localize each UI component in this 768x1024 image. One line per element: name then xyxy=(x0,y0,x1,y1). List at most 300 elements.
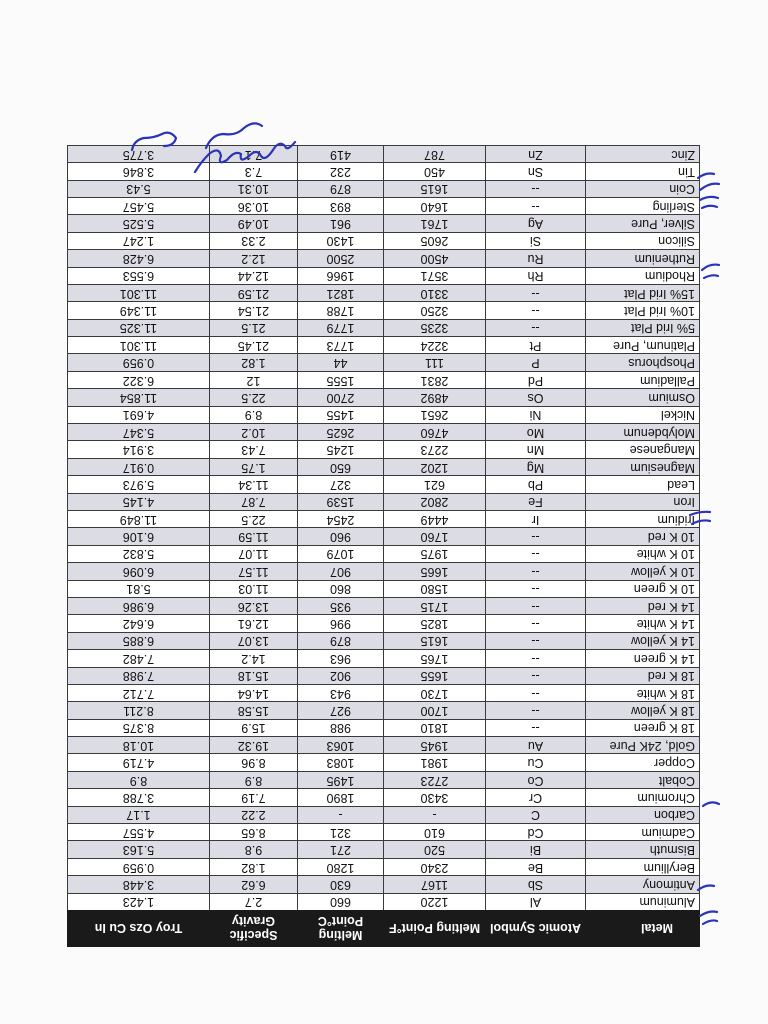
cell-melting-c: 1788 xyxy=(298,302,384,319)
cell-metal: 5% Irid Plat xyxy=(586,319,700,336)
cell-metal: Magnesium xyxy=(586,458,700,475)
cell-atomic-symbol: -- xyxy=(486,632,586,649)
header-specific-gravity: Specific Gravity xyxy=(210,911,298,947)
cell-atomic-symbol: -- xyxy=(486,284,586,301)
cell-atomic-symbol: Cu xyxy=(486,754,586,771)
cell-metal: 18 K red xyxy=(586,667,700,684)
cell-melting-c: 2500 xyxy=(298,250,384,267)
cell-atomic-symbol: Sb xyxy=(486,876,586,893)
cell-metal: Coin xyxy=(586,180,700,197)
cell-troy-ozs: 11.301 xyxy=(68,337,210,354)
cell-melting-f: 2831 xyxy=(384,371,486,388)
cell-melting-c: 44 xyxy=(298,354,384,371)
cell-troy-ozs: 5.163 xyxy=(68,841,210,858)
cell-specific-gravity: 1.75 xyxy=(210,458,298,475)
cell-atomic-symbol: Be xyxy=(486,858,586,875)
table-row xyxy=(68,876,700,893)
table-row xyxy=(68,667,700,684)
cell-troy-ozs: 0.959 xyxy=(68,354,210,371)
cell-specific-gravity: 2.33 xyxy=(210,232,298,249)
cell-melting-f: 520 xyxy=(384,841,486,858)
cell-specific-gravity: 12.44 xyxy=(210,267,298,284)
cell-atomic-symbol: -- xyxy=(486,580,586,597)
cell-melting-f: 3235 xyxy=(384,319,486,336)
cell-melting-c: 943 xyxy=(298,684,384,701)
cell-troy-ozs: 5.832 xyxy=(68,545,210,562)
cell-atomic-symbol: Co xyxy=(486,771,586,788)
cell-troy-ozs: 8.375 xyxy=(68,719,210,736)
table-row xyxy=(68,284,700,301)
cell-troy-ozs: 6.885 xyxy=(68,632,210,649)
cell-melting-f: 4449 xyxy=(384,511,486,528)
cell-specific-gravity: 15.9 xyxy=(210,719,298,736)
cell-specific-gravity: 19.32 xyxy=(210,737,298,754)
cell-troy-ozs: 6.096 xyxy=(68,563,210,580)
table-row xyxy=(68,563,700,580)
cell-melting-c: - xyxy=(298,806,384,823)
metals-table xyxy=(67,145,700,947)
cell-atomic-symbol: -- xyxy=(486,667,586,684)
cell-melting-c: 2625 xyxy=(298,424,384,441)
cell-troy-ozs: 5.457 xyxy=(68,197,210,214)
cell-atomic-symbol: -- xyxy=(486,650,586,667)
cell-atomic-symbol: P xyxy=(486,354,586,371)
cell-troy-ozs: 5.973 xyxy=(68,476,210,493)
cell-melting-c: 935 xyxy=(298,597,384,614)
table-row xyxy=(68,806,700,823)
cell-melting-f: 1640 xyxy=(384,197,486,214)
cell-atomic-symbol: Pd xyxy=(486,371,586,388)
cell-metal: Platinum, Pure xyxy=(586,337,700,354)
cell-metal: Manganese xyxy=(586,441,700,458)
cell-troy-ozs: 1.17 xyxy=(68,806,210,823)
cell-troy-ozs: 7.712 xyxy=(68,684,210,701)
cell-atomic-symbol: -- xyxy=(486,563,586,580)
cell-metal: Beryllium xyxy=(586,858,700,875)
cell-melting-f: 1715 xyxy=(384,597,486,614)
cell-melting-c: 1280 xyxy=(298,858,384,875)
cell-troy-ozs: 11.849 xyxy=(68,511,210,528)
cell-specific-gravity: 2.7 xyxy=(210,893,298,910)
cell-specific-gravity: 14.64 xyxy=(210,684,298,701)
cell-metal: Rhodium xyxy=(586,267,700,284)
cell-melting-f: 1765 xyxy=(384,650,486,667)
cell-specific-gravity: 15.18 xyxy=(210,667,298,684)
cell-melting-f: 1615 xyxy=(384,180,486,197)
cell-melting-c: 902 xyxy=(298,667,384,684)
cell-melting-c: 1555 xyxy=(298,371,384,388)
cell-specific-gravity: 6.62 xyxy=(210,876,298,893)
cell-melting-c: 1821 xyxy=(298,284,384,301)
cell-specific-gravity: 1.82 xyxy=(210,354,298,371)
table-row xyxy=(68,615,700,632)
cell-metal: 14 K red xyxy=(586,597,700,614)
cell-melting-f: 3250 xyxy=(384,302,486,319)
cell-specific-gravity: 9.8 xyxy=(210,841,298,858)
header-atomic-symbol: Atomic Symbol xyxy=(486,911,586,947)
cell-metal: Iron xyxy=(586,493,700,510)
cell-melting-c: 1495 xyxy=(298,771,384,788)
cell-metal: Lead xyxy=(586,476,700,493)
table-row xyxy=(68,528,700,545)
cell-specific-gravity: 7.87 xyxy=(210,493,298,510)
cell-melting-f: 1760 xyxy=(384,528,486,545)
cell-metal: Gold, 24K Pure xyxy=(586,737,700,754)
cell-atomic-symbol: -- xyxy=(486,319,586,336)
table-row xyxy=(68,719,700,736)
cell-melting-c: 961 xyxy=(298,215,384,232)
cell-specific-gravity: 10.31 xyxy=(210,180,298,197)
table-row xyxy=(68,650,700,667)
cell-specific-gravity: 21.54 xyxy=(210,302,298,319)
cell-atomic-symbol: Cd xyxy=(486,824,586,841)
cell-melting-f: 4892 xyxy=(384,389,486,406)
cell-specific-gravity: 21.5 xyxy=(210,319,298,336)
cell-troy-ozs: 10.18 xyxy=(68,737,210,754)
cell-atomic-symbol: Al xyxy=(486,893,586,910)
cell-atomic-symbol: Mg xyxy=(486,458,586,475)
cell-troy-ozs: 5.525 xyxy=(68,215,210,232)
cell-specific-gravity: 14.2 xyxy=(210,650,298,667)
cell-metal: Silver, Pure xyxy=(586,215,700,232)
cell-troy-ozs: 11.349 xyxy=(68,302,210,319)
cell-melting-f: 2802 xyxy=(384,493,486,510)
header-metal: Metal xyxy=(586,911,700,947)
cell-troy-ozs: 4.145 xyxy=(68,493,210,510)
cell-specific-gravity: 7.3 xyxy=(210,163,298,180)
cell-atomic-symbol: Ir xyxy=(486,511,586,528)
table-row xyxy=(68,319,700,336)
cell-specific-gravity: 11.57 xyxy=(210,563,298,580)
cell-troy-ozs: 3.788 xyxy=(68,789,210,806)
cell-troy-ozs: 6.553 xyxy=(68,267,210,284)
table-row xyxy=(68,771,700,788)
cell-atomic-symbol: Ru xyxy=(486,250,586,267)
table-row xyxy=(68,406,700,423)
cell-troy-ozs: 5.81 xyxy=(68,580,210,597)
cell-atomic-symbol: Ag xyxy=(486,215,586,232)
cell-specific-gravity: 13.26 xyxy=(210,597,298,614)
check-mark-icon xyxy=(698,886,717,925)
cell-melting-f: 111 xyxy=(384,354,486,371)
cell-melting-c: 1966 xyxy=(298,267,384,284)
cell-atomic-symbol: Os xyxy=(486,389,586,406)
cell-metal: 18 K green xyxy=(586,719,700,736)
cell-melting-f: 3571 xyxy=(384,267,486,284)
cell-melting-c: 988 xyxy=(298,719,384,736)
table-row xyxy=(68,702,700,719)
cell-metal: Aluminum xyxy=(586,893,700,910)
cell-troy-ozs: 6.428 xyxy=(68,250,210,267)
table-row xyxy=(68,893,700,910)
cell-metal: 14 K green xyxy=(586,650,700,667)
cell-atomic-symbol: Cr xyxy=(486,789,586,806)
cell-troy-ozs: 3.846 xyxy=(68,163,210,180)
cell-melting-f: 1761 xyxy=(384,215,486,232)
table-row xyxy=(68,371,700,388)
cell-atomic-symbol: -- xyxy=(486,302,586,319)
cell-melting-f: 1167 xyxy=(384,876,486,893)
header-troy-ozs: Troy Ozs Cu In xyxy=(68,911,210,947)
cell-troy-ozs: 11.854 xyxy=(68,389,210,406)
cell-specific-gravity: 8.9 xyxy=(210,771,298,788)
cell-atomic-symbol: Fe xyxy=(486,493,586,510)
cell-melting-c: 2454 xyxy=(298,511,384,528)
cell-melting-f: 610 xyxy=(384,824,486,841)
cell-melting-c: 327 xyxy=(298,476,384,493)
table-body xyxy=(68,145,700,910)
cell-metal: Bismuth xyxy=(586,841,700,858)
cell-metal: Phosphorus xyxy=(586,354,700,371)
cell-melting-f: 2605 xyxy=(384,232,486,249)
cell-atomic-symbol: -- xyxy=(486,615,586,632)
cell-atomic-symbol: -- xyxy=(486,197,586,214)
cell-metal: 10 K white xyxy=(586,545,700,562)
cell-melting-f: 1700 xyxy=(384,702,486,719)
cell-metal: Chromium xyxy=(586,789,700,806)
cell-melting-f: 1810 xyxy=(384,719,486,736)
cell-atomic-symbol: -- xyxy=(486,719,586,736)
check-mark-icon xyxy=(698,174,719,191)
cell-specific-gravity: 10.49 xyxy=(210,215,298,232)
cell-melting-f: 1615 xyxy=(384,632,486,649)
cell-metal: Iridium xyxy=(586,511,700,528)
cell-metal: 10 K red xyxy=(586,528,700,545)
table-row xyxy=(68,684,700,701)
cell-atomic-symbol: -- xyxy=(486,180,586,197)
table-row xyxy=(68,789,700,806)
cell-specific-gravity: 12.61 xyxy=(210,615,298,632)
cell-atomic-symbol: -- xyxy=(486,597,586,614)
cell-troy-ozs: 5.347 xyxy=(68,424,210,441)
table-row xyxy=(68,545,700,562)
cell-troy-ozs: 4.691 xyxy=(68,406,210,423)
cell-atomic-symbol: Mo xyxy=(486,424,586,441)
metals-table-sheet xyxy=(68,147,700,947)
cell-atomic-symbol: C xyxy=(486,806,586,823)
check-mark-icon xyxy=(700,197,718,208)
cell-specific-gravity: 7.1 xyxy=(210,145,298,162)
cell-troy-ozs: 1.423 xyxy=(68,893,210,910)
cell-melting-c: 893 xyxy=(298,197,384,214)
cell-metal: 18 K white xyxy=(586,684,700,701)
cell-troy-ozs: 3.914 xyxy=(68,441,210,458)
table-row xyxy=(68,180,700,197)
table-row xyxy=(68,267,700,284)
table-row xyxy=(68,337,700,354)
cell-atomic-symbol: Zn xyxy=(486,145,586,162)
table-row xyxy=(68,841,700,858)
cell-atomic-symbol: Bi xyxy=(486,841,586,858)
cell-troy-ozs: 6.642 xyxy=(68,615,210,632)
cell-melting-f: 1945 xyxy=(384,737,486,754)
cell-melting-c: 1245 xyxy=(298,441,384,458)
cell-melting-c: 1890 xyxy=(298,789,384,806)
cell-melting-c: 650 xyxy=(298,458,384,475)
table-row xyxy=(68,232,700,249)
cell-troy-ozs: 4.719 xyxy=(68,754,210,771)
cell-atomic-symbol: -- xyxy=(486,545,586,562)
cell-melting-f: 2273 xyxy=(384,441,486,458)
cell-atomic-symbol: Mn xyxy=(486,441,586,458)
cell-specific-gravity: 8.65 xyxy=(210,824,298,841)
cell-specific-gravity: 21.45 xyxy=(210,337,298,354)
cell-metal: Tin xyxy=(586,163,700,180)
cell-metal: 14 K white xyxy=(586,615,700,632)
cell-melting-f: 2340 xyxy=(384,858,486,875)
cell-atomic-symbol: -- xyxy=(486,684,586,701)
cell-melting-c: 630 xyxy=(298,876,384,893)
cell-melting-f: 4760 xyxy=(384,424,486,441)
cell-melting-f: 2723 xyxy=(384,771,486,788)
cell-melting-f: 1655 xyxy=(384,667,486,684)
cell-specific-gravity: 11.59 xyxy=(210,528,298,545)
cell-melting-c: 960 xyxy=(298,528,384,545)
cell-metal: Antimony xyxy=(586,876,700,893)
cell-melting-f: 1220 xyxy=(384,893,486,910)
cell-metal: 10% Irid Plat xyxy=(586,302,700,319)
cell-metal: 10 K green xyxy=(586,580,700,597)
table-row xyxy=(68,737,700,754)
cell-troy-ozs: 6.106 xyxy=(68,528,210,545)
cell-specific-gravity: 10.2 xyxy=(210,424,298,441)
cell-troy-ozs: 4.557 xyxy=(68,824,210,841)
cell-troy-ozs: 0.917 xyxy=(68,458,210,475)
cell-troy-ozs: 11.325 xyxy=(68,319,210,336)
cell-troy-ozs: 7.988 xyxy=(68,667,210,684)
cell-specific-gravity: 2.22 xyxy=(210,806,298,823)
table-row xyxy=(68,163,700,180)
cell-metal: Cadmium xyxy=(586,824,700,841)
check-mark-icon xyxy=(703,802,719,806)
cell-specific-gravity: 8.9 xyxy=(210,406,298,423)
cell-atomic-symbol: Sn xyxy=(486,163,586,180)
cell-atomic-symbol: Au xyxy=(486,737,586,754)
cell-melting-f: 4500 xyxy=(384,250,486,267)
cell-metal: Copper xyxy=(586,754,700,771)
cell-melting-c: 1455 xyxy=(298,406,384,423)
cell-specific-gravity: 15.58 xyxy=(210,702,298,719)
cell-melting-c: 419 xyxy=(298,145,384,162)
table-row xyxy=(68,858,700,875)
cell-metal: 10 K yellow xyxy=(586,563,700,580)
cell-melting-f: 1730 xyxy=(384,684,486,701)
cell-melting-c: 996 xyxy=(298,615,384,632)
cell-melting-f: - xyxy=(384,806,486,823)
table-row xyxy=(68,197,700,214)
table-row xyxy=(68,458,700,475)
cell-troy-ozs: 8.9 xyxy=(68,771,210,788)
cell-atomic-symbol: Rh xyxy=(486,267,586,284)
table-row xyxy=(68,511,700,528)
cell-metal: Carbon xyxy=(586,806,700,823)
table-row xyxy=(68,389,700,406)
table-row xyxy=(68,754,700,771)
cell-metal: Zinc xyxy=(586,145,700,162)
cell-specific-gravity: 22.5 xyxy=(210,389,298,406)
cell-specific-gravity: 11.34 xyxy=(210,476,298,493)
check-mark-icon xyxy=(702,265,719,278)
cell-troy-ozs: 6.986 xyxy=(68,597,210,614)
cell-atomic-symbol: Pb xyxy=(486,476,586,493)
cell-troy-ozs: 7.482 xyxy=(68,650,210,667)
table-row xyxy=(68,250,700,267)
table-row xyxy=(68,580,700,597)
cell-troy-ozs: 5.43 xyxy=(68,180,210,197)
cell-melting-c: 963 xyxy=(298,650,384,667)
header-melting-point-c: Melting Point°C xyxy=(298,911,384,947)
cell-melting-c: 1773 xyxy=(298,337,384,354)
cell-atomic-symbol: -- xyxy=(486,702,586,719)
cell-troy-ozs: 11.301 xyxy=(68,284,210,301)
cell-metal: 15% Irid Plat xyxy=(586,284,700,301)
table-row xyxy=(68,632,700,649)
cell-metal: Palladium xyxy=(586,371,700,388)
cell-specific-gravity: 11.07 xyxy=(210,545,298,562)
cell-specific-gravity: 21.59 xyxy=(210,284,298,301)
table-row xyxy=(68,824,700,841)
cell-metal: Nickel xyxy=(586,406,700,423)
cell-specific-gravity: 11.03 xyxy=(210,580,298,597)
cell-specific-gravity: 12.2 xyxy=(210,250,298,267)
cell-melting-c: 1083 xyxy=(298,754,384,771)
cell-melting-c: 907 xyxy=(298,563,384,580)
cell-melting-c: 927 xyxy=(298,702,384,719)
cell-melting-c: 879 xyxy=(298,180,384,197)
cell-atomic-symbol: -- xyxy=(486,528,586,545)
table-row xyxy=(68,424,700,441)
cell-melting-f: 450 xyxy=(384,163,486,180)
cell-troy-ozs: 3.775 xyxy=(68,145,210,162)
table-row xyxy=(68,302,700,319)
cell-specific-gravity: 1.82 xyxy=(210,858,298,875)
cell-metal: 14 K yellow xyxy=(586,632,700,649)
cell-melting-c: 1539 xyxy=(298,493,384,510)
cell-melting-f: 621 xyxy=(384,476,486,493)
cell-specific-gravity: 12 xyxy=(210,371,298,388)
cell-melting-c: 2700 xyxy=(298,389,384,406)
cell-melting-c: 860 xyxy=(298,580,384,597)
cell-specific-gravity: 7.19 xyxy=(210,789,298,806)
cell-troy-ozs: 8.211 xyxy=(68,702,210,719)
cell-atomic-symbol: Pt xyxy=(486,337,586,354)
table-row xyxy=(68,441,700,458)
cell-metal: Osmium xyxy=(586,389,700,406)
table-row xyxy=(68,145,700,162)
cell-melting-c: 1430 xyxy=(298,232,384,249)
cell-troy-ozs: 3.448 xyxy=(68,876,210,893)
cell-melting-c: 879 xyxy=(298,632,384,649)
cell-troy-ozs: 6.322 xyxy=(68,371,210,388)
cell-metal: Silicon xyxy=(586,232,700,249)
cell-atomic-symbol: Si xyxy=(486,232,586,249)
header-melting-point-f: Melting Point°F xyxy=(384,911,486,947)
cell-specific-gravity: 22.5 xyxy=(210,511,298,528)
cell-metal: Cobalt xyxy=(586,771,700,788)
cell-melting-c: 321 xyxy=(298,824,384,841)
table-row xyxy=(68,354,700,371)
cell-melting-c: 660 xyxy=(298,893,384,910)
cell-melting-f: 1580 xyxy=(384,580,486,597)
cell-melting-f: 3430 xyxy=(384,789,486,806)
cell-melting-c: 271 xyxy=(298,841,384,858)
cell-specific-gravity: 7.43 xyxy=(210,441,298,458)
table-row xyxy=(68,215,700,232)
cell-melting-c: 1079 xyxy=(298,545,384,562)
cell-metal: Molybdenum xyxy=(586,424,700,441)
cell-specific-gravity: 8.96 xyxy=(210,754,298,771)
cell-melting-f: 1202 xyxy=(384,458,486,475)
